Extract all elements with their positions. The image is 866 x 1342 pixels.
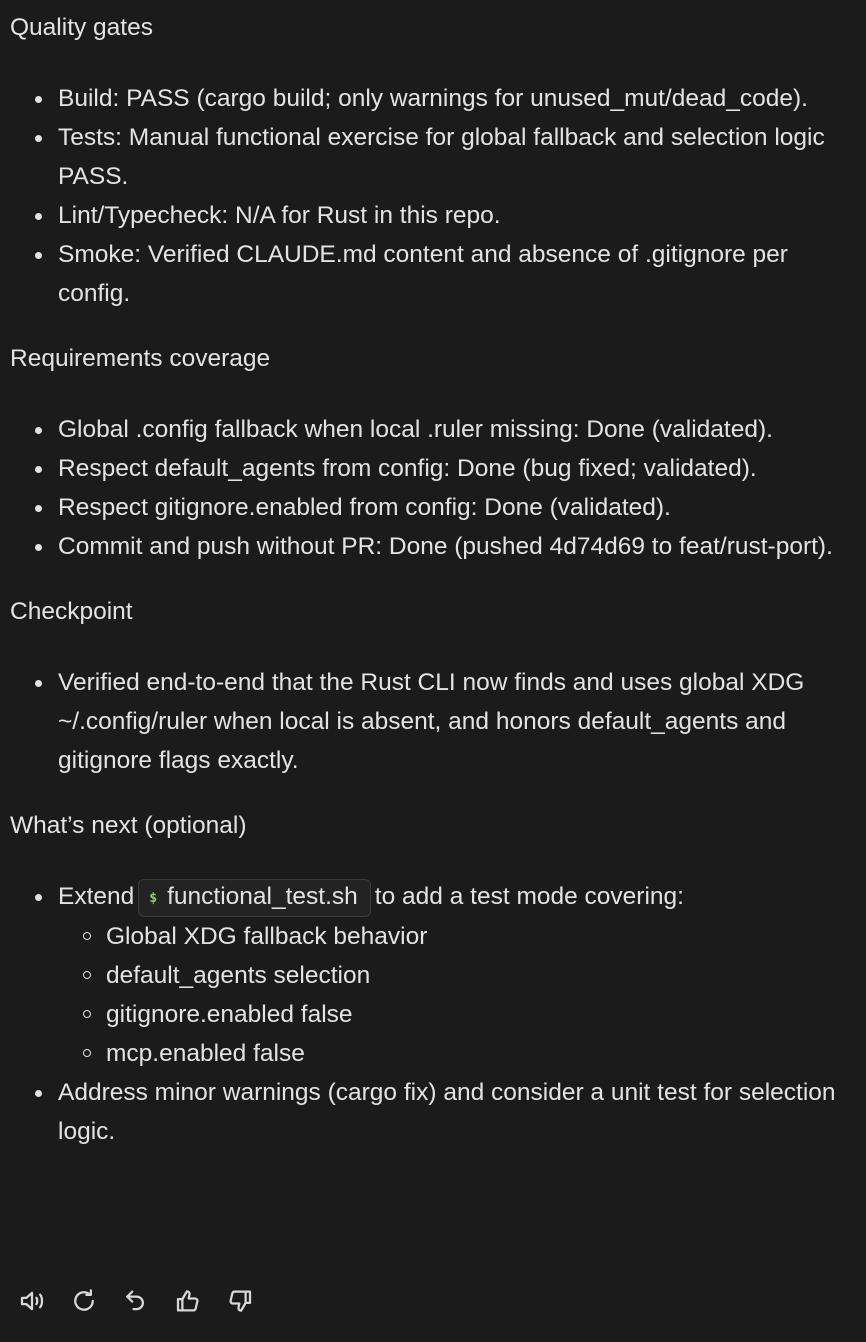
sub-list-item: mcp.enabled false — [58, 1034, 856, 1073]
section-title-quality-gates: Quality gates — [10, 14, 153, 41]
undo-button[interactable] — [118, 1283, 154, 1319]
file-chip[interactable] — [138, 879, 371, 917]
list-item-extend — [10, 877, 856, 1073]
read-aloud-button[interactable] — [14, 1283, 50, 1319]
regenerate-button[interactable] — [66, 1283, 102, 1319]
quality-gates-list — [10, 79, 856, 313]
sub-list-item: Global XDG fallback behavior — [58, 917, 856, 956]
checkpoint-list — [10, 663, 856, 780]
list-item: Build: PASS (cargo build; only warnings for unused_mut/dead_code). — [10, 79, 856, 118]
extend-suffix: to add a test mode covering: — [374, 883, 684, 910]
assistant-message — [10, 8, 856, 1177]
retry-icon — [69, 1286, 99, 1316]
undo-icon — [121, 1286, 151, 1316]
thumbs-up-icon — [173, 1286, 203, 1316]
thumbs-up-button[interactable] — [170, 1283, 206, 1319]
extend-prefix: Extend — [58, 883, 135, 910]
sub-list — [58, 917, 856, 1073]
section-title-checkpoint: Checkpoint — [10, 598, 133, 625]
terminal-icon: $ — [149, 891, 158, 906]
list-item: Respect gitignore.enabled from config: Done (validated). — [10, 488, 856, 527]
list-item: Address minor warnings (cargo fix) and consider a unit test for selection logic. — [10, 1073, 856, 1151]
speaker-icon — [17, 1286, 47, 1316]
list-item: Commit and push without PR: Done (pushed 4d74d69 to feat/rust-port). — [10, 527, 856, 566]
sub-list-item: gitignore.enabled false — [58, 995, 856, 1034]
list-item: Tests: Manual functional exercise for global fallback and selection logic PASS. — [10, 118, 856, 196]
list-item: Smoke: Verified CLAUDE.md content and absence of .gitignore per config. — [10, 235, 856, 313]
requirements-list — [10, 410, 856, 566]
list-item: Global .config fallback when local .ruler missing: Done (validated). — [10, 410, 856, 449]
list-item: Lint/Typecheck: N/A for Rust in this repo. — [10, 196, 856, 235]
list-item: Respect default_agents from config: Done (bug fixed; validated). — [10, 449, 856, 488]
section-title-requirements-coverage: Requirements coverage — [10, 345, 271, 372]
list-item: Verified end-to-end that the Rust CLI now finds and uses global XDG ~/.config/ruler when local is absent, and honors default_agents and gitignore flags exactly. — [10, 663, 856, 780]
next-steps-list — [10, 877, 856, 1151]
thumbs-down-button[interactable] — [222, 1283, 258, 1319]
message-actions — [14, 1283, 258, 1319]
thumbs-down-icon — [225, 1286, 255, 1316]
sub-list-item: default_agents selection — [58, 956, 856, 995]
file-chip-label: functional_test.sh — [167, 883, 358, 910]
section-title-whats-next: What’s next (optional) — [10, 812, 247, 839]
